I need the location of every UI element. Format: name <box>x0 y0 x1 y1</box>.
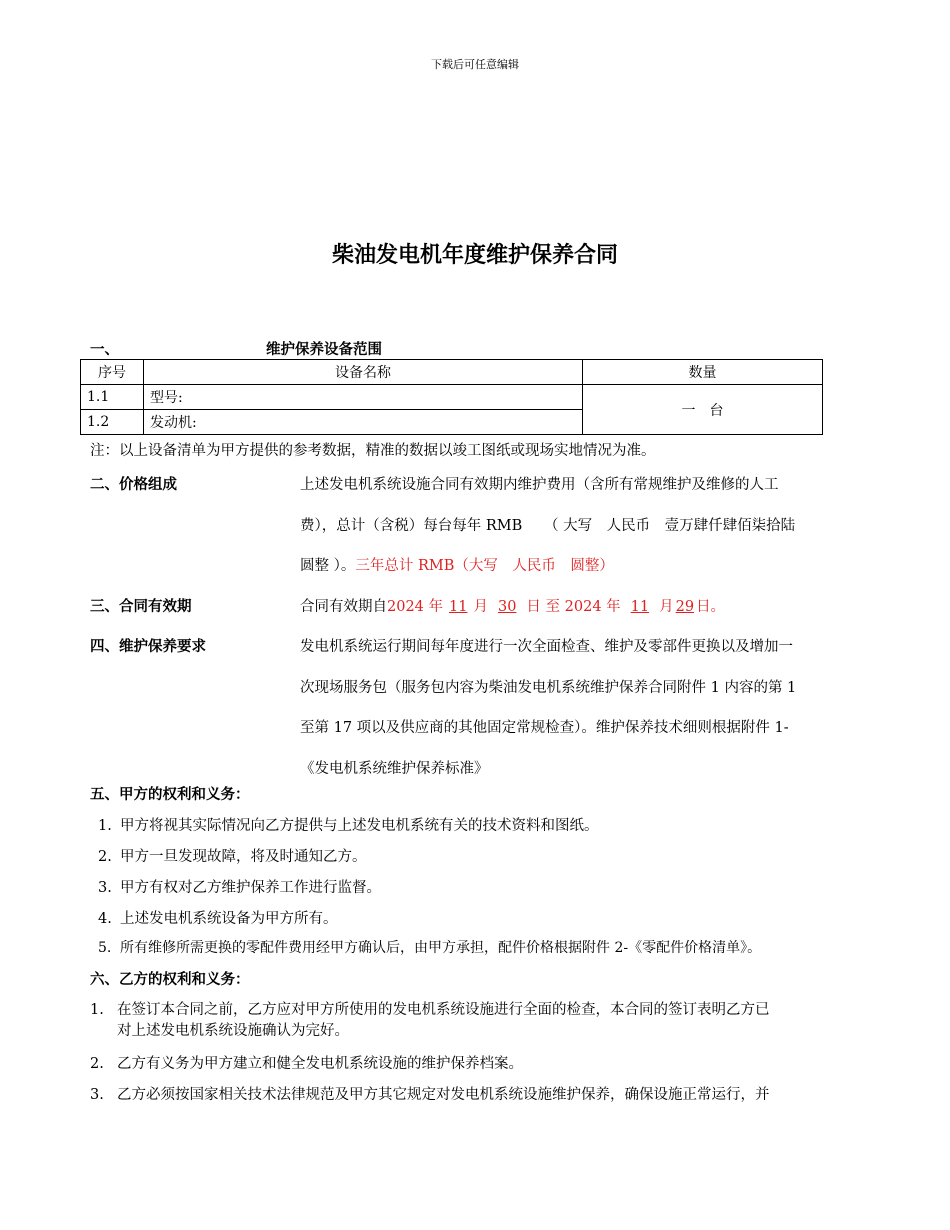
table-cell-no: 1.2 <box>81 410 144 435</box>
section2-line3a: 圆整 ）。 <box>300 558 356 574</box>
list-item <box>98 937 761 957</box>
item-number: 2. <box>98 849 112 865</box>
equipment-table <box>80 359 823 435</box>
section4-line1: 发电机系统运行期间每年度进行一次全面检查、维护及零部件更换以及增加一 <box>300 639 793 655</box>
item-number: 4. <box>98 911 112 927</box>
section2-line3 <box>300 554 614 575</box>
section1-note: 注：以上设备清单为甲方提供的参考数据，精准的数据以竣工图纸或现场实地情况为准。 <box>90 443 656 459</box>
header-note: 下载后可任意编辑 <box>431 58 519 71</box>
section2-three-year-total: 三年总计 RMB（大写 人民币 圆整） <box>355 558 614 574</box>
validity-prefix: 合同有效期自 <box>300 599 387 615</box>
item-number: 3. <box>90 1087 104 1103</box>
list-item <box>98 907 338 928</box>
start-month-label: 月 <box>473 599 488 615</box>
start-month: 11 <box>449 599 468 615</box>
item-text: 甲方一旦发现故障，将及时通知乙方。 <box>120 849 367 865</box>
table-row <box>81 385 823 410</box>
section4-line3: 至第 17 项以及供应商的其他固定常规检查）。维护保养技术细则根据附件 1- <box>300 720 789 736</box>
list-item <box>98 845 367 866</box>
end-day-label: 日。 <box>696 599 726 615</box>
list-item <box>98 814 599 835</box>
section3-heading: 三、合同有效期 <box>90 599 192 615</box>
list-item <box>98 876 381 897</box>
start-year: 2024 年 <box>387 599 444 615</box>
item-text: 乙方有义务为甲方建立和健全发电机系统设施的维护保养档案。 <box>117 1056 523 1072</box>
section2-line1: 上述发电机系统设施合同有效期内维护费用（含所有常规维护及维修的人工 <box>300 477 779 493</box>
item-number: 2. <box>90 1056 104 1072</box>
section3-validity <box>300 595 725 616</box>
table-cell-name: 型号: <box>144 385 583 410</box>
list-item <box>90 1052 523 1073</box>
item-text: 甲方有权对乙方维护保养工作进行监督。 <box>120 880 381 896</box>
end-year: 2024 年 <box>564 599 621 615</box>
table-header-row <box>81 360 823 385</box>
section4-line2: 次现场服务包（服务包内容为柴油发电机系统维护保养合同附件 1 内容的第 1 <box>300 680 797 696</box>
table-header-qty: 数量 <box>583 360 823 385</box>
start-day: 30 <box>497 599 517 615</box>
document-title: 柴油发电机年度维护保养合同 <box>331 243 618 268</box>
item-text: 所有维修所需更换的零配件费用经甲方确认后，由甲方承担，配件价格根据附件 2-《零配件价格清单》。 <box>120 940 762 956</box>
item-text: 乙方必须按国家相关技术法律规范及甲方其它规定对发电机系统设施维护保养，确保设施正常运行，并 <box>117 1087 770 1103</box>
table-cell-name: 发动机: <box>144 410 583 435</box>
item-text-continuation: 对上述发电机系统设施确认为完好。 <box>117 1023 349 1039</box>
section1-heading: 维护保养设备范围 <box>266 342 382 358</box>
end-month-label: 月 <box>659 599 674 615</box>
item-text: 甲方将视其实际情况向乙方提供与上述发电机系统有关的技术资料和图纸。 <box>120 818 599 834</box>
validity-to: 至 <box>545 599 561 615</box>
item-text: 在签订本合同之前，乙方应对甲方所使用的发电机系统设施进行全面的检查，本合同的签订表明乙方已 <box>117 1002 770 1018</box>
section2-line2: 费），总计（含税）每台每年 RMB （ 大写 人民币 壹万肆仟肆佰柒拾陆 <box>300 518 796 534</box>
end-day: 29 <box>675 599 695 615</box>
section4-line4: 《发电机系统维护保养标准》 <box>300 761 489 777</box>
table-cell-qty: 一 台 <box>583 385 823 435</box>
item-number: 1. <box>98 818 112 834</box>
table-header-no: 序号 <box>81 360 144 385</box>
item-number: 1. <box>90 1002 104 1018</box>
section1-number: 一、 <box>90 342 119 358</box>
section4-heading: 四、维护保养要求 <box>90 639 206 655</box>
section6-heading: 六、乙方的权利和义务： <box>90 972 250 988</box>
item-text: 上述发电机系统设备为甲方所有。 <box>120 911 338 927</box>
list-item <box>90 998 770 1019</box>
list-item <box>90 1083 770 1104</box>
item-number: 5. <box>98 940 112 956</box>
table-header-name: 设备名称 <box>144 360 583 385</box>
section5-heading: 五、甲方的权利和义务： <box>90 787 250 803</box>
end-month: 11 <box>630 599 650 615</box>
section2-heading: 二、价格组成 <box>90 477 177 493</box>
start-day-label: 日 <box>526 599 541 615</box>
table-cell-no: 1.1 <box>81 385 144 410</box>
item-number: 3. <box>98 880 112 896</box>
